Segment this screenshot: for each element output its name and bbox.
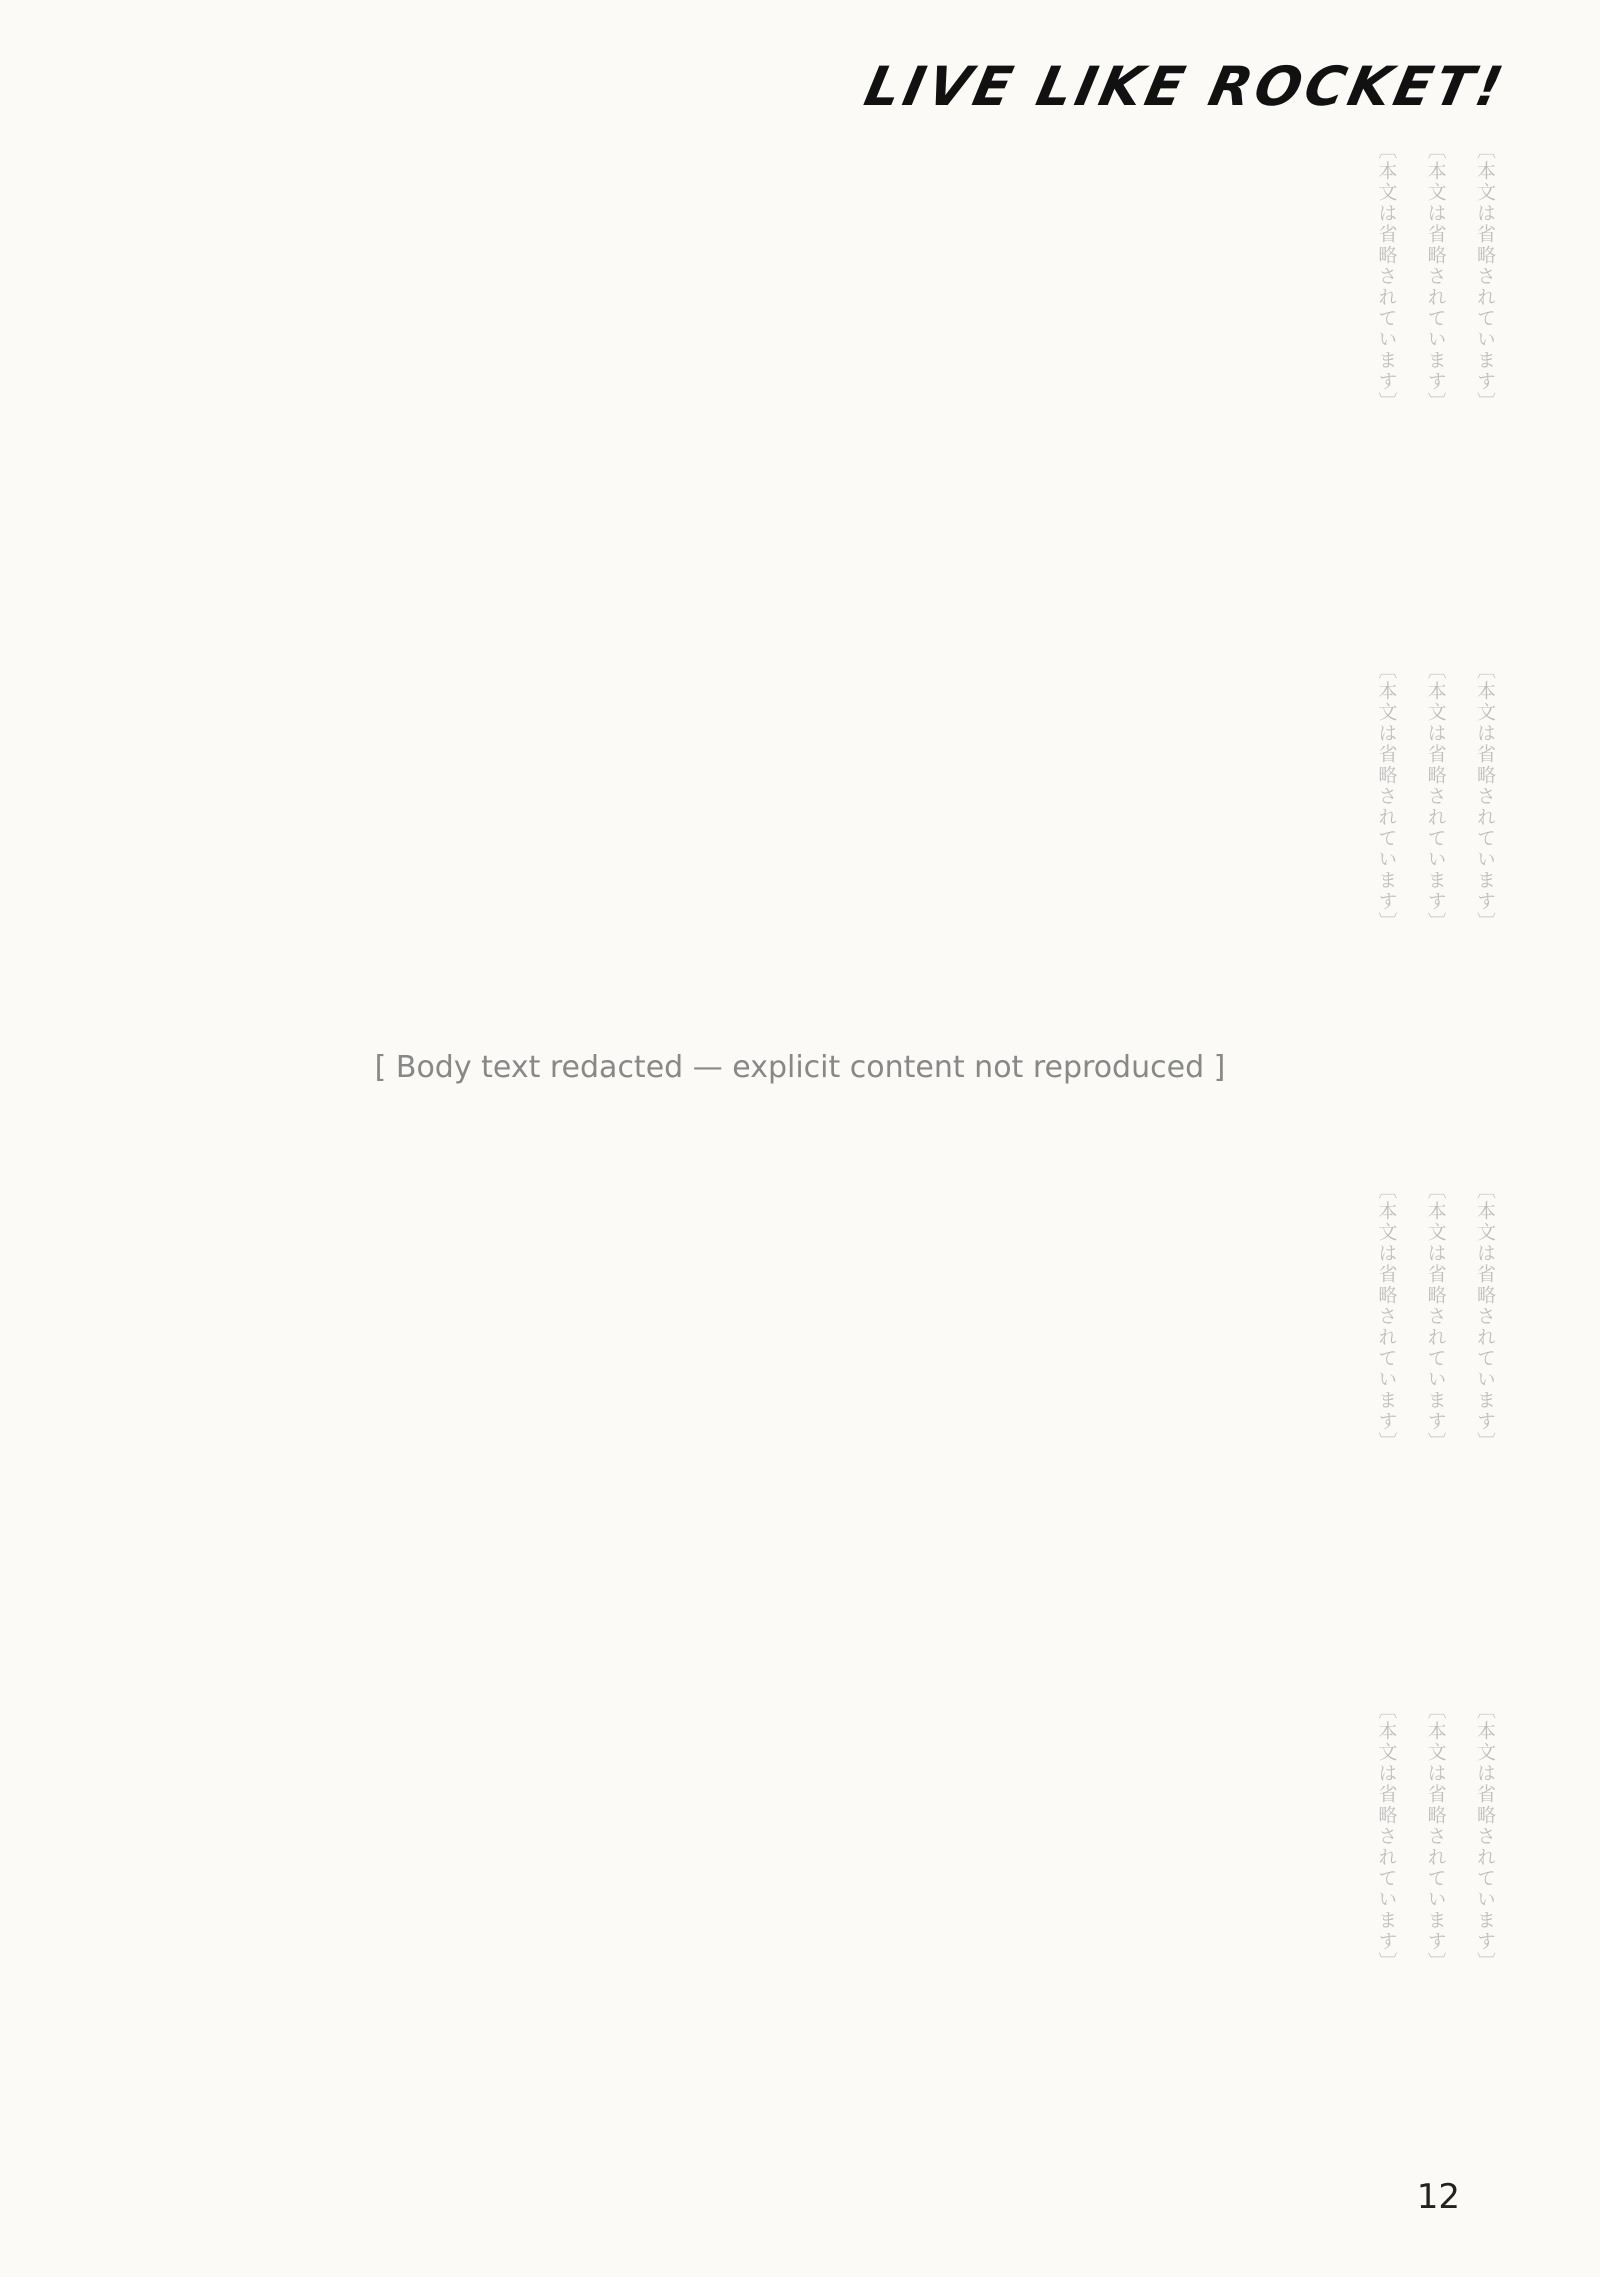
page-title: LIVE LIKE ROCKET!	[858, 55, 1512, 118]
text-column: 〔本文は省略されています〕	[1474, 660, 1496, 933]
page-number: 12	[1416, 2177, 1460, 2217]
text-column: 〔本文は省略されています〕	[1375, 1700, 1398, 1973]
text-column: 〔本文は省略されています〕	[1474, 140, 1496, 413]
text-column: 〔本文は省略されています〕	[1375, 1180, 1398, 1453]
text-column: 〔本文は省略されています〕	[1474, 1180, 1496, 1453]
redaction-notice: [ Body text redacted — explicit content not reproduced ]	[374, 1050, 1226, 1085]
text-band	[100, 140, 1500, 610]
text-column: 〔本文は省略されています〕	[1424, 660, 1447, 933]
text-band	[100, 1700, 1500, 2140]
text-column: 〔本文は省略されています〕	[1375, 660, 1398, 933]
text-column: 〔本文は省略されています〕	[1375, 140, 1398, 413]
text-column: 〔本文は省略されています〕	[1474, 1700, 1496, 1973]
text-column: 〔本文は省略されています〕	[1424, 140, 1447, 413]
text-column: 〔本文は省略されています〕	[1424, 1180, 1447, 1453]
text-band	[100, 1180, 1500, 1650]
text-column: 〔本文は省略されています〕	[1424, 1700, 1447, 1973]
